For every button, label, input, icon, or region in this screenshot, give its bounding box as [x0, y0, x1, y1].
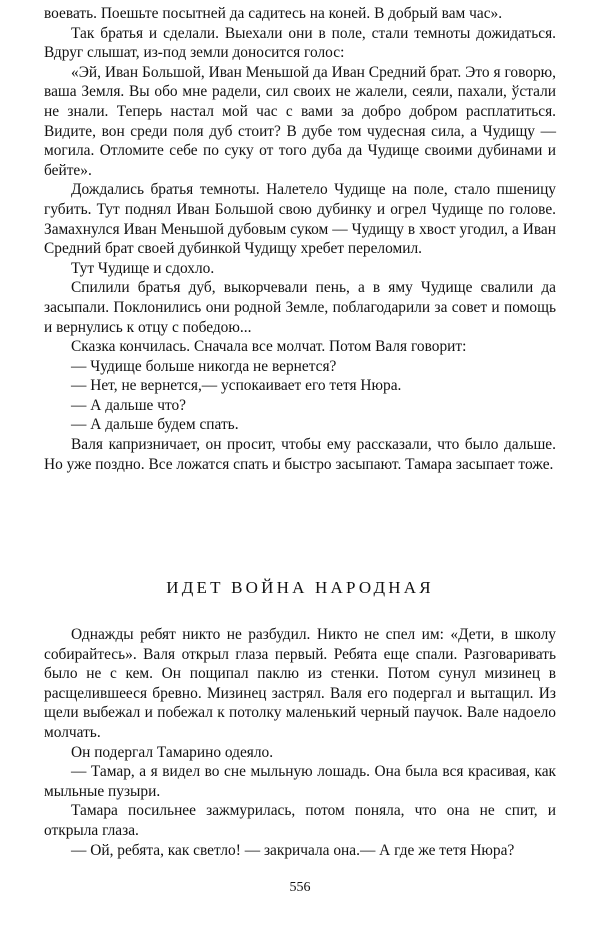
chapter-heading: ИДЕТ ВОЙНА НАРОДНАЯ — [166, 578, 434, 597]
dialogue-line: — А дальше что? — [71, 396, 187, 414]
paragraph: Сказка кончилась. Сначала все молчат. Потом Валя говорит: — [71, 338, 467, 356]
paragraph: Спилили братья дуб, выкорчевали пень, а в яму Чудище свалили да засыпали. Поклонились они родной Земле, поблагодарили за совет и помощь и вернулись к отцу с победою... — [44, 279, 556, 336]
page-number: 556 — [289, 880, 311, 895]
chapter-text-block — [44, 625, 556, 860]
dialogue-line: — Чудище больше никогда не вернется? — [71, 357, 337, 375]
story-text-block — [44, 4, 556, 474]
dialogue-line: — Тамар, а я видел во сне мыльную лошадь. Она была вся красивая, как мыльные пузыри. — [44, 763, 556, 800]
paragraph: Дождались братья темноты. Налетело Чудище на поле, стало пшеницу губить. Тут поднял Иван Большой свою дубинку и огрел Чудище по голове. Замахнулся Иван Меньшой дубовым суком — Чудищу в хвост угодил, а Иван Средний брат своей дубинкой Чудищу хребет переломил. — [44, 181, 556, 258]
dialogue-line: — Нет, не вернется,— успокаивает его тетя Нюра. — [71, 377, 402, 395]
paragraph: «Эй, Иван Большой, Иван Меньшой да Иван Средний брат. Это я говорю, ваша Земля. Вы обо мне радели, сил своих не жалели, сеяли, пахали, ўстали не знали. Теперь настал мой час с вами за добро добром расплатиться. Видите, вон среди поля дуб стоит? В дубе том чудесная сила, а Чудищу — могила. Отломите себе по суку от того дуба да Чудище своими дубинами и бейте». — [44, 63, 556, 179]
paragraph: Валя капризничает, он просит, чтобы ему рассказали, что было дальше. Но уже поздно. Все ложатся спать и быстро засыпают. Тамара засыпает тоже. — [44, 436, 556, 473]
paragraph: воевать. Поешьте посытней да садитесь на коней. В добрый вам час». — [44, 5, 503, 22]
dialogue-line: — Ой, ребята, как светло! — закричала она.— А где же тетя Нюра? — [71, 841, 515, 859]
dialogue-line: — А дальше будем спать. — [71, 416, 239, 434]
paragraph: Тут Чудище и сдохло. — [71, 259, 215, 277]
paragraph: Тамара посильнее зажмурилась, потом поняла, что она не спит, и открыла глаза. — [44, 802, 556, 839]
paragraph: Так братья и сделали. Выехали они в поле, стали темноты дожидаться. Вдруг слышат, из-под земли доносится голос: — [44, 24, 556, 62]
paragraph: Однажды ребят никто не разбудил. Никто не спел им: «Дети, в школу собирайтесь». Валя открыл глаза первый. Ребята еще спали. Разговаривать было не с кем. Он пощипал паклю из стенки. Потом сунул мизинец в расщелившееся бревно. Мизинец застрял. Валя его подергал и вытащил. Из щели выбежал и побежал к потолку маленький черный паучок. Вале надоело молчать. — [44, 626, 556, 741]
paragraph: Он подергал Тамарино одеяло. — [71, 743, 274, 761]
